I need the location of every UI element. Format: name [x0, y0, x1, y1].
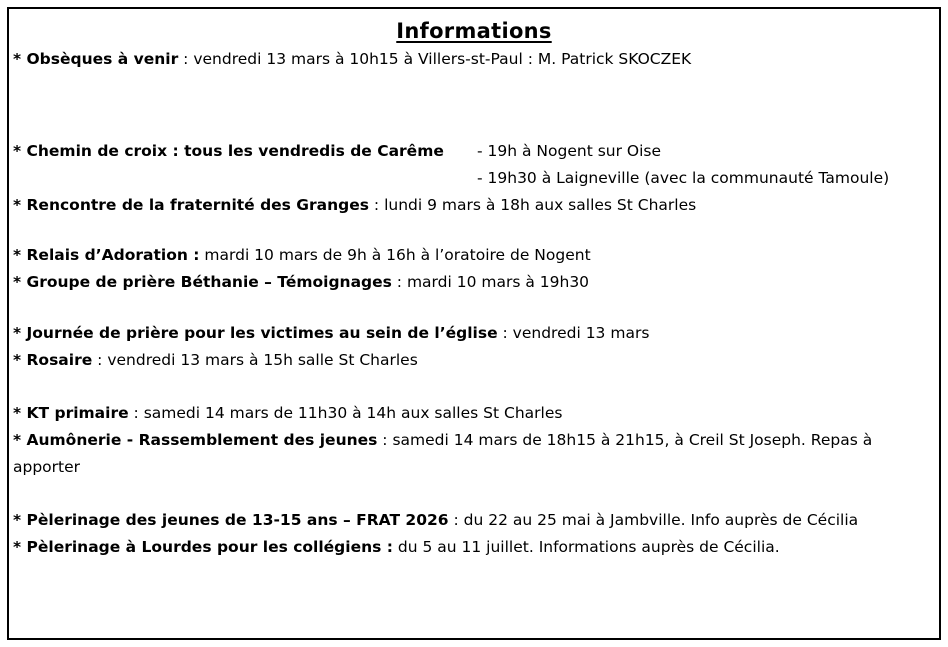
item-text: : vendredi 13 mars à 15h salle St Charles [92, 351, 418, 369]
page-title: Informations [396, 19, 552, 43]
item-label: * Chemin de croix : tous les vendredis de Carême [13, 142, 444, 160]
item-aumonerie [13, 427, 935, 481]
chemin-subline-laigneville: - 19h30 à Laigneville (avec la communauté Tamoule) [477, 169, 890, 187]
item-text: mardi 10 mars de 9h à 16h à l’oratoire de Nogent [199, 246, 591, 264]
group-pelerinages [13, 507, 935, 561]
item-rosaire [13, 347, 935, 374]
item-text: : vendredi 13 mars à 10h15 à Villers-st-Paul : M. Patrick SKOCZEK [178, 50, 692, 68]
item-chemin-de-croix [13, 138, 935, 192]
item-label: * Rosaire [13, 351, 93, 369]
item-text: : lundi 9 mars à 18h aux salles St Charles [369, 196, 697, 214]
item-label: * Pèlerinage à Lourdes pour les collégiens : [13, 538, 393, 556]
group-samedi [13, 400, 935, 481]
item-pelerinage-lourdes [13, 534, 935, 561]
chemin-subline-nogent: - 19h à Nogent sur Oise [477, 142, 662, 160]
group-mardi [13, 242, 935, 296]
item-text-continued: apporter [13, 458, 81, 476]
item-label: * KT primaire [13, 404, 129, 422]
item-text: du 5 au 11 juillet. Informations auprès de Cécilia. [392, 538, 780, 556]
item-groupe-bethanie [13, 269, 935, 296]
item-text: : samedi 14 mars de 18h15 à 21h15, à Creil St Joseph. Repas à [377, 431, 873, 449]
chemin-sublines [477, 138, 889, 192]
item-text: : du 22 au 25 mai à Jambville. Info auprès de Cécilia [448, 511, 859, 529]
item-journee-priere [13, 320, 935, 347]
item-label: * Pèlerinage des jeunes de 13-15 ans – FRAT 2026 [13, 511, 449, 529]
item-label: * Rencontre de la fraternité des Granges [13, 196, 369, 214]
item-pelerinage-frat [13, 507, 935, 534]
item-obseques [13, 46, 935, 73]
item-label: * Journée de prière pour les victimes au sein de l’église [13, 324, 498, 342]
item-kt-primaire [13, 400, 935, 427]
item-text: : vendredi 13 mars [497, 324, 650, 342]
item-relais-adoration [13, 242, 935, 269]
item-rencontre-fraternite [13, 192, 935, 219]
item-label: * Relais d’Adoration : [13, 246, 200, 264]
item-label: * Groupe de prière Béthanie – Témoignages [13, 273, 392, 291]
item-text: : mardi 10 mars à 19h30 [391, 273, 590, 291]
informations-sheet [7, 7, 941, 640]
item-label: * Obsèques à venir [13, 50, 179, 68]
group-vendredi [13, 320, 935, 374]
item-label: * Aumônerie - Rassemblement des jeunes [13, 431, 378, 449]
item-text: : samedi 14 mars de 11h30 à 14h aux salles St Charles [128, 404, 563, 422]
